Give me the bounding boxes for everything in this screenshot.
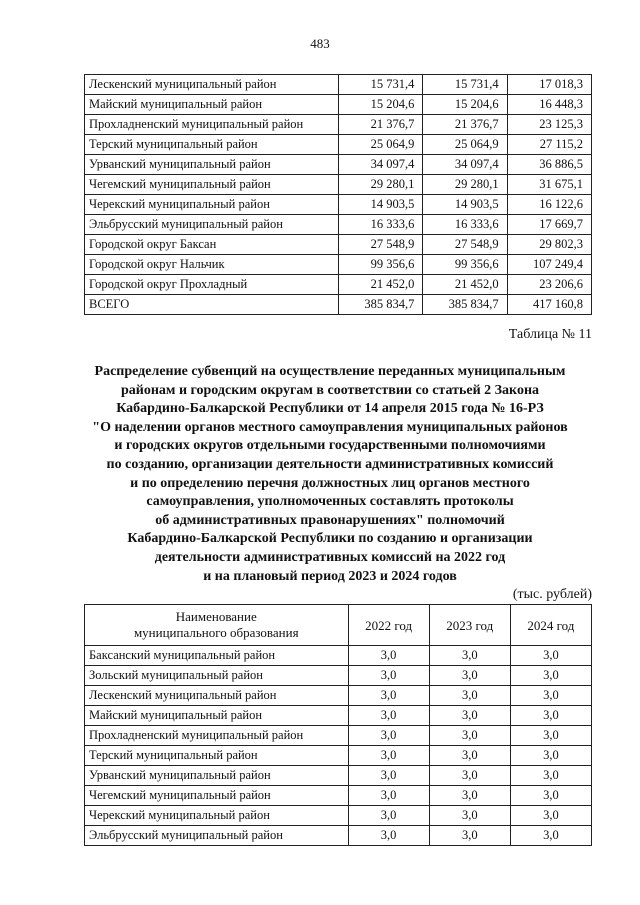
row-value-3: 31 675,1 [507,175,591,195]
table-row [85,95,592,115]
row-name-cell: ВСЕГО [85,295,339,315]
row-value-2: 16 333,6 [423,215,507,235]
row-value-1: 21 376,7 [339,115,423,135]
title-line: Кабардино-Балкарской Республики по созданию и организации [127,531,533,547]
row-value-3: 16 448,3 [507,95,591,115]
row-value-3: 3,0 [510,686,591,706]
admin-commissions-table-body [85,646,592,846]
title-line: "О наделении органов местного самоуправления муниципальных районов [92,419,568,435]
table-label: Таблица № 11 [508,327,592,342]
row-value-2: 29 280,1 [423,175,507,195]
title-line: Кабардино-Балкарской Республики от 14 апреля 2015 года № 16-РЗ [116,401,544,417]
row-value-2: 3,0 [429,766,510,786]
row-value-1: 385 834,7 [339,295,423,315]
row-value-1: 14 903,5 [339,195,423,215]
row-name-cell: Городской округ Прохладный [85,275,339,295]
row-value-2: 21 376,7 [423,115,507,135]
header-name-line1: Наименование [175,608,257,624]
table-row [85,115,592,135]
row-value-1: 15 731,4 [339,75,423,95]
row-value-2: 27 548,9 [423,235,507,255]
row-value-2: 3,0 [429,746,510,766]
header-name-line2: муниципального образования [133,625,299,640]
row-value-2: 99 356,6 [423,255,507,275]
row-value-3: 3,0 [510,746,591,766]
row-name-cell: Прохладненский муниципальный район [85,115,339,135]
table-row [85,666,592,686]
table-row [85,766,592,786]
table-row [85,646,592,666]
row-name-cell: Лескенский муниципальный район [85,686,349,706]
row-value-2: 3,0 [429,786,510,806]
row-name-cell: Эльбрусский муниципальный район [85,215,339,235]
table-row [85,275,592,295]
row-value-1: 25 064,9 [339,135,423,155]
table-row [85,826,592,846]
row-name-cell: Эльбрусский муниципальный район [85,826,349,846]
admin-commissions-table [84,604,592,846]
row-value-1: 99 356,6 [339,255,423,275]
header-year-2022: 2022 год [348,605,429,646]
row-value-3: 27 115,2 [507,135,591,155]
table-row [85,295,592,315]
row-value-2: 21 452,0 [423,275,507,295]
title-line: самоуправления, уполномоченных составлять протоколы [146,494,514,510]
row-name-cell: Городской округ Баксан [85,235,339,255]
table-header-row [85,605,592,646]
table-row [85,135,592,155]
row-value-1: 29 280,1 [339,175,423,195]
row-value-3: 3,0 [510,806,591,826]
row-value-1: 3,0 [348,646,429,666]
title-line: и на плановый период 2023 и 2024 годов [203,568,457,584]
row-value-2: 34 097,4 [423,155,507,175]
row-value-2: 25 064,9 [423,135,507,155]
row-name-cell: Урванский муниципальный район [85,155,339,175]
row-value-3: 17 018,3 [507,75,591,95]
table-row [85,155,592,175]
table-row [85,726,592,746]
row-value-3: 36 886,5 [507,155,591,175]
row-value-2: 3,0 [429,826,510,846]
row-name-cell: Прохладненский муниципальный район [85,726,349,746]
row-value-3: 3,0 [510,726,591,746]
row-value-3: 3,0 [510,826,591,846]
row-name-cell: Урванский муниципальный район [85,766,349,786]
row-value-1: 3,0 [348,726,429,746]
row-name-cell: Городской округ Нальчик [85,255,339,275]
row-name-cell: Лескенский муниципальный район [85,75,339,95]
row-value-2: 3,0 [429,646,510,666]
row-value-1: 3,0 [348,766,429,786]
row-value-3: 3,0 [510,766,591,786]
title-line: и городских округов отдельными государственными полномочиями [114,438,546,454]
table-row [85,786,592,806]
title-line: и по определению перечня должностных лиц органов местного [130,475,530,491]
header-name [85,605,349,646]
row-value-1: 16 333,6 [339,215,423,235]
row-value-1: 3,0 [348,786,429,806]
row-name-cell: Майский муниципальный район [85,95,339,115]
table-row [85,806,592,826]
table-row [85,706,592,726]
row-value-3: 3,0 [510,706,591,726]
row-value-1: 3,0 [348,686,429,706]
row-value-3: 23 206,6 [507,275,591,295]
row-value-2: 385 834,7 [423,295,507,315]
row-name-cell: Черекский муниципальный район [85,806,349,826]
row-value-3: 3,0 [510,666,591,686]
row-value-2: 3,0 [429,726,510,746]
row-name-cell: Терский муниципальный район [85,746,349,766]
row-value-3: 29 802,3 [507,235,591,255]
table-row [85,175,592,195]
row-name-cell: Чегемский муниципальный район [85,175,339,195]
row-value-2: 15 204,6 [423,95,507,115]
row-name-cell: Майский муниципальный район [85,706,349,726]
row-value-3: 107 249,4 [507,255,591,275]
row-value-2: 15 731,4 [423,75,507,95]
row-name-cell: Черекский муниципальный район [85,195,339,215]
title-line: об административных правонарушениях" полномочий [155,512,505,528]
row-value-2: 3,0 [429,686,510,706]
header-year-2023: 2023 год [429,605,510,646]
row-value-1: 3,0 [348,806,429,826]
subvention-table-continued [84,74,592,315]
row-value-1: 21 452,0 [339,275,423,295]
row-value-2: 3,0 [429,666,510,686]
row-value-3: 3,0 [510,786,591,806]
row-value-1: 34 097,4 [339,155,423,175]
row-name-cell: Терский муниципальный район [85,135,339,155]
row-value-1: 27 548,9 [339,235,423,255]
page-number: 483 [310,36,330,51]
header-year-2024: 2024 год [510,605,591,646]
row-value-2: 3,0 [429,806,510,826]
row-value-3: 417 160,8 [507,295,591,315]
table-title [60,363,600,586]
title-line: по созданию, организации деятельности административных комиссий [106,456,554,472]
row-value-1: 3,0 [348,666,429,686]
title-line: Распределение субвенций на осуществление переданных муниципальным [94,364,566,379]
title-line: районам и городским округам в соответствии со статьей 2 Закона [120,382,540,398]
row-name-cell: Чегемский муниципальный район [85,786,349,806]
row-value-1: 3,0 [348,706,429,726]
row-value-1: 15 204,6 [339,95,423,115]
table-row [85,195,592,215]
row-value-3: 3,0 [510,646,591,666]
row-value-3: 16 122,6 [507,195,591,215]
subvention-table-continued-body [85,75,592,315]
table-row [85,746,592,766]
row-name-cell: Баксанский муниципальный район [85,646,349,666]
row-value-2: 14 903,5 [423,195,507,215]
row-name-cell: Зольский муниципальный район [85,666,349,686]
row-value-1: 3,0 [348,746,429,766]
table-row [85,235,592,255]
units-label: (тыс. рублей) [512,587,592,602]
table-row [85,686,592,706]
table-row [85,215,592,235]
table-row [85,75,592,95]
row-value-3: 17 669,7 [507,215,591,235]
row-value-3: 23 125,3 [507,115,591,135]
row-value-1: 3,0 [348,826,429,846]
table-row [85,255,592,275]
title-line: деятельности административных комиссий на 2022 год [154,549,506,565]
row-value-2: 3,0 [429,706,510,726]
